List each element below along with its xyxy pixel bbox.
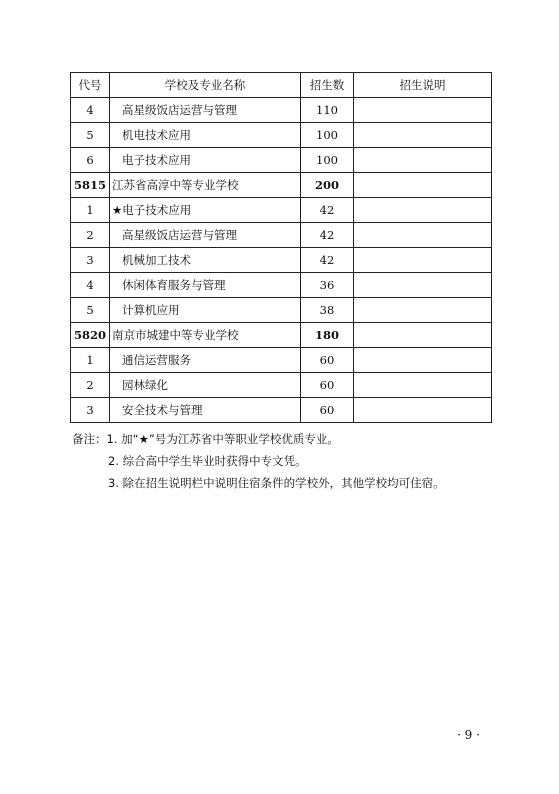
name-cell: 机电技术应用 [110,123,301,148]
code-cell: 3 [71,248,110,273]
count-cell: 60 [301,398,354,423]
code-cell: 2 [71,223,110,248]
count-cell: 42 [301,198,354,223]
code-cell: 5 [71,298,110,323]
name-cell: 休闲体育服务与管理 [110,273,301,298]
code-cell: 6 [71,148,110,173]
code-cell: 4 [71,98,110,123]
code-cell: 2 [71,373,110,398]
table-body [71,98,492,423]
count-cell: 100 [301,148,354,173]
note-cell [354,98,492,123]
header-count: 招生数 [301,73,354,98]
enrollment-table [70,72,492,423]
note-cell [354,173,492,198]
code-cell: 4 [71,273,110,298]
name-cell: 电子技术应用 [110,148,301,173]
major-row [71,148,492,173]
major-row [71,298,492,323]
header-name: 学校及专业名称 [110,73,301,98]
remark-line: 备注：1. 加“★”号为江苏省中等职业学校优质专业。 [72,432,339,446]
note-cell [354,298,492,323]
name-cell: 机械加工技术 [110,248,301,273]
remark-line: 3. 除在招生说明栏中说明住宿条件的学校外，其他学校均可住宿。 [108,476,445,490]
remarks [72,428,445,494]
school-row [71,173,492,198]
major-row [71,398,492,423]
note-cell [354,398,492,423]
note-cell [354,248,492,273]
count-cell: 100 [301,123,354,148]
code-cell: 1 [71,198,110,223]
header-code: 代号 [71,73,110,98]
major-row [71,98,492,123]
name-cell: 计算机应用 [110,298,301,323]
table-header-row [71,73,492,98]
count-cell: 60 [301,373,354,398]
code-cell: 5815 [71,173,110,198]
code-cell: 5 [71,123,110,148]
name-cell: 南京市城建中等专业学校 [110,323,301,348]
note-cell [354,123,492,148]
name-cell: ★电子技术应用 [110,198,301,223]
note-cell [354,198,492,223]
count-cell: 110 [301,98,354,123]
code-cell: 1 [71,348,110,373]
header-note: 招生说明 [354,73,492,98]
count-cell: 60 [301,348,354,373]
major-row [71,273,492,298]
code-cell: 3 [71,398,110,423]
note-cell [354,348,492,373]
name-cell: 高星级饭店运营与管理 [110,223,301,248]
count-cell: 36 [301,273,354,298]
remark-line: 2. 综合高中学生毕业时获得中专文凭。 [108,454,307,468]
name-cell: 园林绿化 [110,373,301,398]
note-cell [354,323,492,348]
count-cell: 42 [301,223,354,248]
count-cell: 200 [301,173,354,198]
note-cell [354,373,492,398]
note-cell [354,273,492,298]
major-row [71,348,492,373]
name-cell: 高星级饭店运营与管理 [110,98,301,123]
name-cell: 安全技术与管理 [110,398,301,423]
count-cell: 42 [301,248,354,273]
count-cell: 38 [301,298,354,323]
name-cell: 通信运营服务 [110,348,301,373]
major-row [71,373,492,398]
code-cell: 5820 [71,323,110,348]
school-row [71,323,492,348]
count-cell: 180 [301,323,354,348]
major-row [71,123,492,148]
note-cell [354,148,492,173]
page-number: · 9 · [457,728,480,742]
name-cell: 江苏省高淳中等专业学校 [110,173,301,198]
note-cell [354,223,492,248]
major-row [71,248,492,273]
major-row [71,198,492,223]
major-row [71,223,492,248]
